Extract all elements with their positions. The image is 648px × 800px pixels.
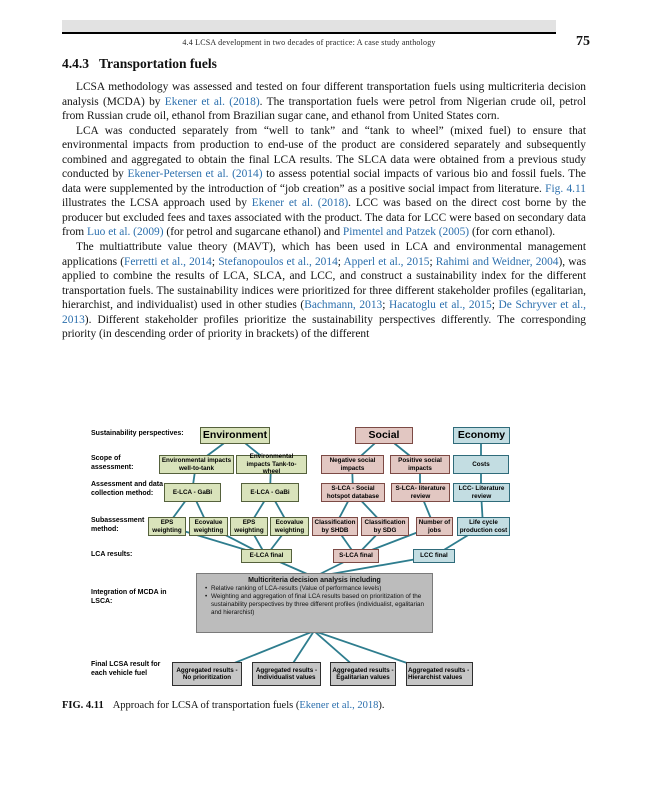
box-costs: Costs bbox=[453, 455, 509, 474]
box-eps-weighting-2: EPS weighting bbox=[230, 517, 268, 536]
caption-text: ). bbox=[378, 700, 385, 711]
figure-row-label: LCA results: bbox=[91, 551, 133, 558]
header-bar bbox=[62, 20, 556, 32]
text-run: LCA was conducted separately from “well to tank” and “tank to wheel” (mixed fuel) to ensure that environmental impacts from production to end-use of the product are considered separately and subsequently combined and aggregated to obtain the final LCA results. The SLCA data were obtained from a previous study conducted by bbox=[62, 124, 586, 181]
citation-link[interactable]: Ekener-Petersen et al. (2014) bbox=[127, 168, 263, 181]
box-elca-gabi-1: E-LCA - GaBi bbox=[164, 483, 221, 502]
box-env-impacts-well-to-tank: Environmental impacts well-to-tank bbox=[159, 455, 234, 474]
box-aggregated-no-prioritization: Aggregated results - No prioritization bbox=[172, 662, 242, 686]
text-run: The multiattribute value theory (MAVT), which has been used in LCA and environmental management applications ( bbox=[62, 241, 586, 268]
citation-link[interactable]: Ekener et al., 2018 bbox=[299, 700, 379, 711]
citation-link[interactable]: Bachmann, 2013 bbox=[304, 299, 383, 312]
box-ecovalue-weighting-1: Ecovalue weighting bbox=[189, 517, 228, 536]
text-run: ), was applied to combine the results of LCA, SLCA, and LCC, and construct a sustainability index for the different transportation fuels. The sustainability indices were prioritized for three different stakeholder profiles (egalitarian, hierarchist, and individualist) used in other studies ( bbox=[62, 255, 587, 312]
citation-link[interactable]: Ekener et al. (2018) bbox=[251, 197, 349, 210]
section-heading bbox=[62, 56, 217, 72]
section-number: 4.4.3 bbox=[62, 56, 89, 71]
text-run: ; bbox=[491, 299, 499, 312]
paragraph bbox=[62, 80, 586, 124]
mcda-bullet: • Weighting and aggregation of final LCA results based on prioritization of the sustainability perspectives by three different profiles (individualist, egalitarian and hierarchist) bbox=[203, 593, 426, 617]
mcda-title: Multicriteria decision analysis including bbox=[248, 577, 381, 584]
box-elca-final: E-LCA final bbox=[241, 549, 292, 563]
mcda-bullet: • Relative ranking of LCA-results (Value of performance levels) bbox=[203, 585, 426, 593]
box-social: Social bbox=[355, 427, 413, 444]
box-slca-final: S-LCA final bbox=[333, 549, 379, 563]
box-number-of-jobs: Number of jobs bbox=[416, 517, 453, 536]
text-run: ; bbox=[337, 255, 344, 268]
box-lcc-lit-review: LCC- Literature review bbox=[453, 483, 510, 502]
box-slca-hotspot-db: S-LCA - Social hotspot database bbox=[321, 483, 385, 502]
body-text bbox=[62, 80, 586, 342]
box-economy: Economy bbox=[453, 427, 510, 444]
paragraph bbox=[62, 124, 586, 240]
box-classification-sdg: Classification by SDG bbox=[361, 517, 409, 536]
box-life-cycle-production-cost: Life cycle production cost bbox=[457, 517, 510, 536]
box-aggregated-egalitarian: Aggregated results - Egalitarian values bbox=[330, 662, 396, 686]
citation-link[interactable]: De Schryver et al., 2013 bbox=[62, 299, 586, 326]
box-lcc-final: LCC final bbox=[413, 549, 455, 563]
citation-link[interactable]: Pimentel and Patzek (2005) bbox=[342, 226, 470, 239]
citation-link[interactable]: Rahimi and Weidner, 2004 bbox=[435, 255, 559, 268]
box-ecovalue-weighting-2: Ecovalue weighting bbox=[270, 517, 309, 536]
citation-link[interactable]: Stefanopoulos et al., 2014 bbox=[218, 255, 338, 268]
citation-link[interactable]: Hacatoglu et al., 2015 bbox=[389, 299, 492, 312]
box-elca-gabi-2: E-LCA - GaBi bbox=[241, 483, 299, 502]
text-run: (for petrol and sugarcane ethanol) and bbox=[163, 226, 343, 239]
caption-text: Approach for LCSA of transportation fuels ( bbox=[112, 700, 300, 711]
section-title: Transportation fuels bbox=[99, 56, 217, 71]
header-rule bbox=[62, 32, 556, 34]
caption-label: FIG. 4.11 bbox=[62, 700, 104, 711]
text-run: ). Different stakeholder profiles prioritize the sustainability perspectives differently. The corresponding priority (in descending order of priority in brackets) of the different bbox=[62, 313, 586, 341]
citation-link[interactable]: Apperl et al., 2015 bbox=[343, 255, 430, 268]
citation-link[interactable]: Luo et al. (2009) bbox=[87, 226, 164, 239]
citation-link[interactable]: Ferretti et al., 2014 bbox=[123, 255, 212, 268]
figure-row-label: Final LCSA result for each vehicle fuel bbox=[91, 661, 161, 677]
figure-4-11 bbox=[85, 427, 625, 692]
figure-row-label: Assessment and data collection method: bbox=[91, 481, 163, 497]
box-slca-lit-review: S-LCA- literature review bbox=[391, 483, 450, 502]
text-run: . The transportation fuels were petrol from Nigerian crude oil, petrol from Russian crude oil, ethanol from Brazilian sugar cane, and ethanol from United States corn. bbox=[62, 95, 586, 123]
text-run: . LCC was based on the direct cost borne by the producer but excluded fees and taxes associated with the product. The data for LCC were based on secondary data from bbox=[62, 197, 587, 239]
text-run: to assess potential social impacts of various bio and fossil fuels. The data were supplemented by the introduction of “job creation” as a positive social impact from literature. bbox=[62, 168, 586, 195]
box-mcda-integration bbox=[196, 573, 433, 633]
box-classification-shdb: Classification by SHDB bbox=[312, 517, 358, 536]
figure-row-label: Sustainability perspectives: bbox=[91, 430, 184, 437]
figure-row-label: Subassessment method: bbox=[91, 517, 145, 533]
text-run: ; bbox=[382, 299, 390, 312]
citation-link[interactable]: Ekener et al. (2018) bbox=[164, 95, 260, 108]
text-run: illustrates the LCSA approach used by bbox=[62, 197, 252, 210]
box-eps-weighting-1: EPS weighting bbox=[148, 517, 186, 536]
box-environment: Environment bbox=[200, 427, 270, 444]
box-aggregated-individualist: Aggregated results - Individualist values bbox=[252, 662, 321, 686]
box-env-impacts-tank-to-wheel: Environmental impacts Tank-to-wheel bbox=[236, 455, 307, 474]
figure-row-label: Scope of assessment: bbox=[91, 455, 134, 471]
box-negative-social-impacts: Negative social impacts bbox=[321, 455, 384, 474]
paragraph bbox=[62, 240, 586, 342]
text-run: ; bbox=[429, 255, 436, 268]
box-aggregated-hierarchist: Aggregated results - Hierarchist values bbox=[406, 662, 473, 686]
text-run: ; bbox=[211, 255, 219, 268]
box-positive-social-impacts: Positive social impacts bbox=[390, 455, 450, 474]
page-number: 75 bbox=[576, 34, 590, 49]
figure-row-label: Integration of MCDA in LSCA: bbox=[91, 589, 167, 605]
text-run: LCSA methodology was assessed and tested on four different transportation fuels using multicriteria decision analysis (MCDA) by bbox=[62, 81, 586, 108]
running-head: 4.4 LCSA development in two decades of practice: A case study anthology bbox=[182, 38, 436, 47]
figure-caption bbox=[62, 700, 586, 711]
text-run: (for corn ethanol). bbox=[469, 226, 556, 239]
citation-link[interactable]: Fig. 4.11 bbox=[545, 182, 587, 195]
